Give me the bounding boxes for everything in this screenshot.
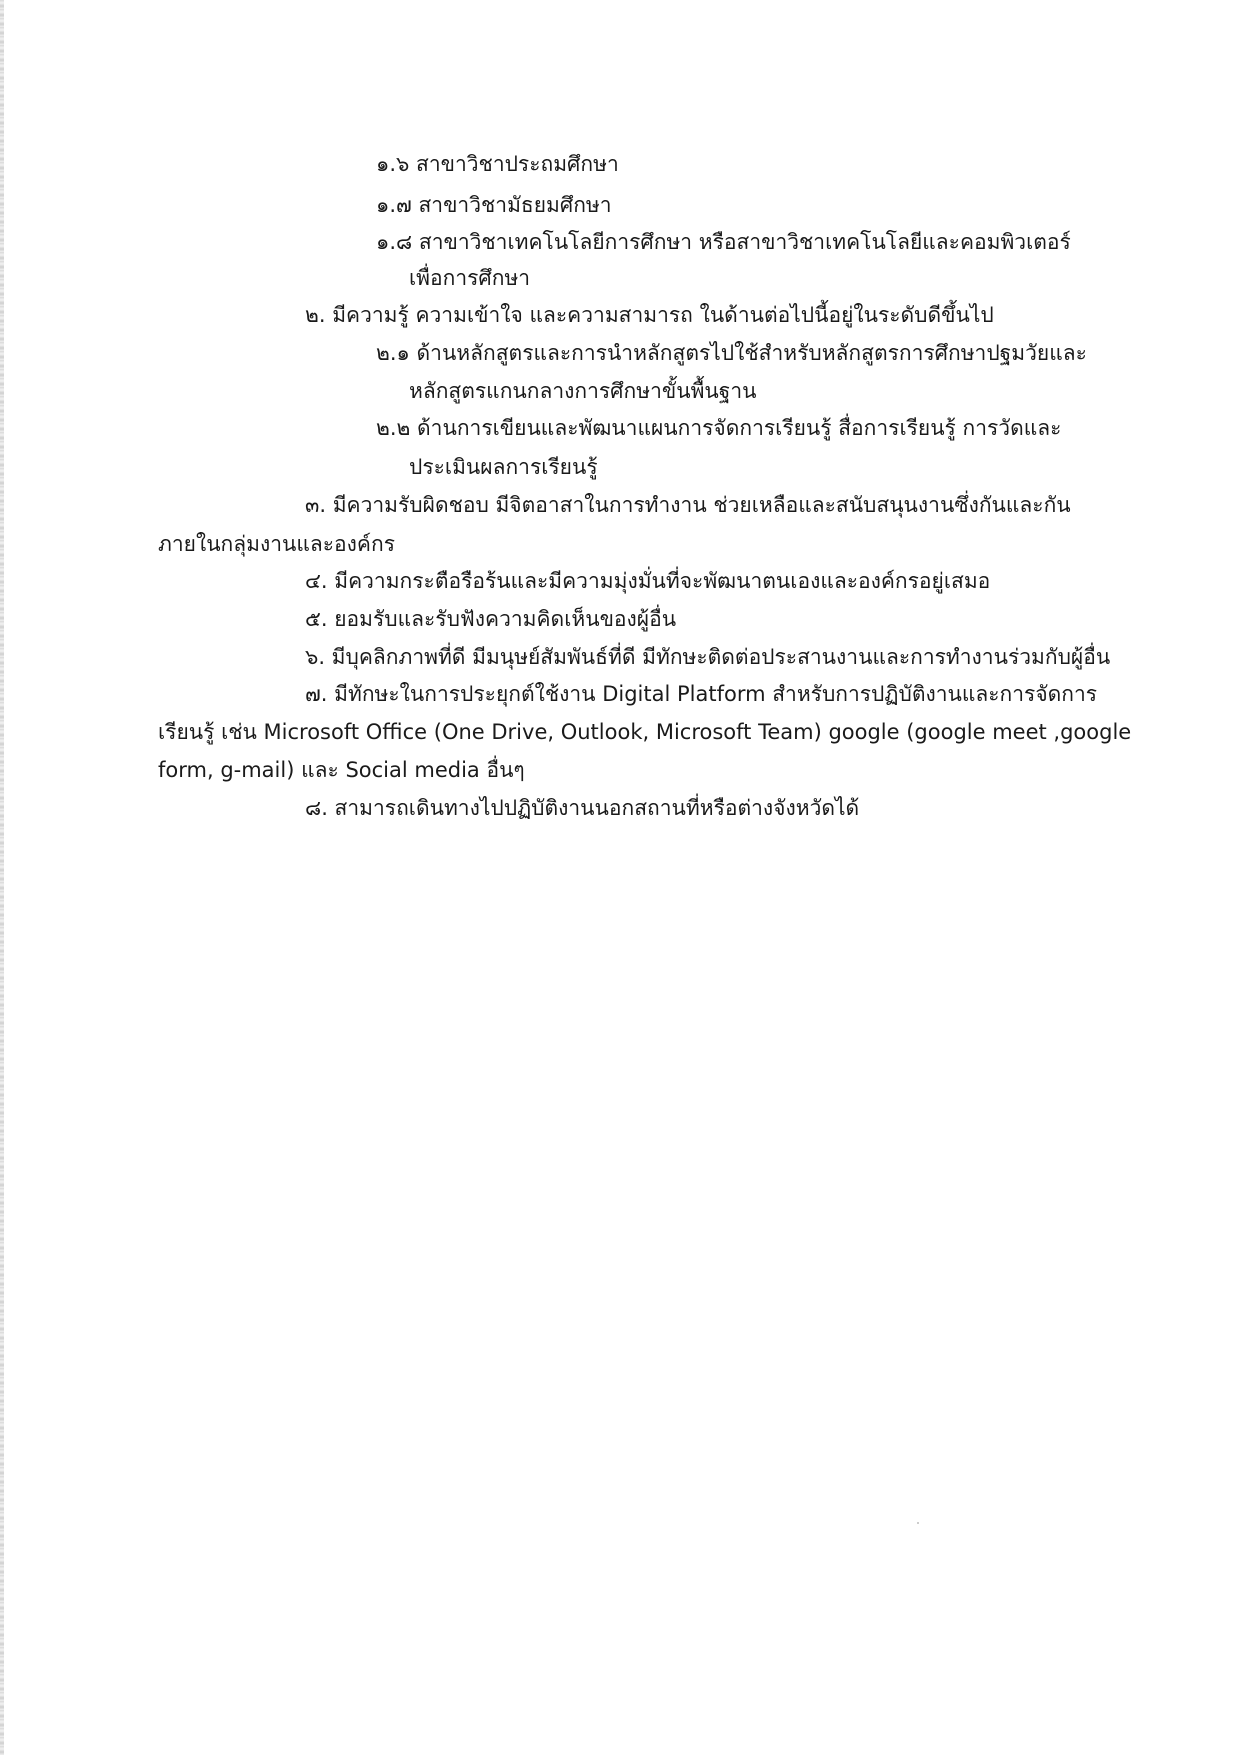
scan-speck <box>917 1522 919 1524</box>
item-1-6: ๑.๖ สาขาวิชาประถมศึกษา <box>376 152 619 176</box>
item-2-2-cont: ประเมินผลการเรียนรู้ <box>409 455 598 479</box>
item-8: ๘. สามารถเดินทางไปปฏิบัติงานนอกสถานที่หรือต่างจังหวัดได้ <box>305 796 860 820</box>
item-4: ๔. มีความกระตือรือร้นและมีความมุ่งมั่นที่จะพัฒนาตนเองและองค์กรอยู่เสมอ <box>305 569 991 593</box>
item-3-cont: ภายในกลุ่มงานและองค์กร <box>158 532 395 556</box>
item-2-1-cont: หลักสูตรแกนกลางการศึกษาขั้นพื้นฐาน <box>409 379 757 403</box>
item-6: ๖. มีบุคลิกภาพที่ดี มีมนุษย์สัมพันธ์ที่ดี มีทักษะติดต่อประสานงานและการทำงานร่วมกับผู้อื่น <box>305 645 1111 669</box>
item-2: ๒. มีความรู้ ความเข้าใจ และความสามารถ ในด้านต่อไปนี้อยู่ในระดับดีขึ้นไป <box>305 303 994 327</box>
item-1-7: ๑.๗ สาขาวิชามัธยมศึกษา <box>376 193 612 217</box>
item-7: ๗. มีทักษะในการประยุกต์ใช้งาน Digital Platform สำหรับการปฏิบัติงานและการจัดการ <box>305 682 1098 706</box>
item-7-cont-2: form, g-mail) และ Social media อื่นๆ <box>158 758 525 782</box>
item-2-2: ๒.๒ ด้านการเขียนและพัฒนาแผนการจัดการเรียนรู้ สื่อการเรียนรู้ การวัดและ <box>376 416 1062 440</box>
item-2-1: ๒.๑ ด้านหลักสูตรและการนำหลักสูตรไปใช้สำหรับหลักสูตรการศึกษาปฐมวัยและ <box>376 341 1087 365</box>
item-1-8-cont: เพื่อการศึกษา <box>409 266 531 290</box>
scan-edge <box>0 0 4 1755</box>
item-5: ๕. ยอมรับและรับฟังความคิดเห็นของผู้อื่น <box>305 607 677 631</box>
item-3: ๓. มีความรับผิดชอบ มีจิตอาสาในการทำงาน ช่วยเหลือและสนับสนุนงานซึ่งกันและกัน <box>305 493 1071 517</box>
item-7-cont-1: เรียนรู้ เช่น Microsoft Office (One Drive, Outlook, Microsoft Team) google (google meet ,google <box>158 720 1132 744</box>
item-1-8: ๑.๘ สาขาวิชาเทคโนโลยีการศึกษา หรือสาขาวิชาเทคโนโลยีและคอมพิวเตอร์ <box>376 230 1071 254</box>
